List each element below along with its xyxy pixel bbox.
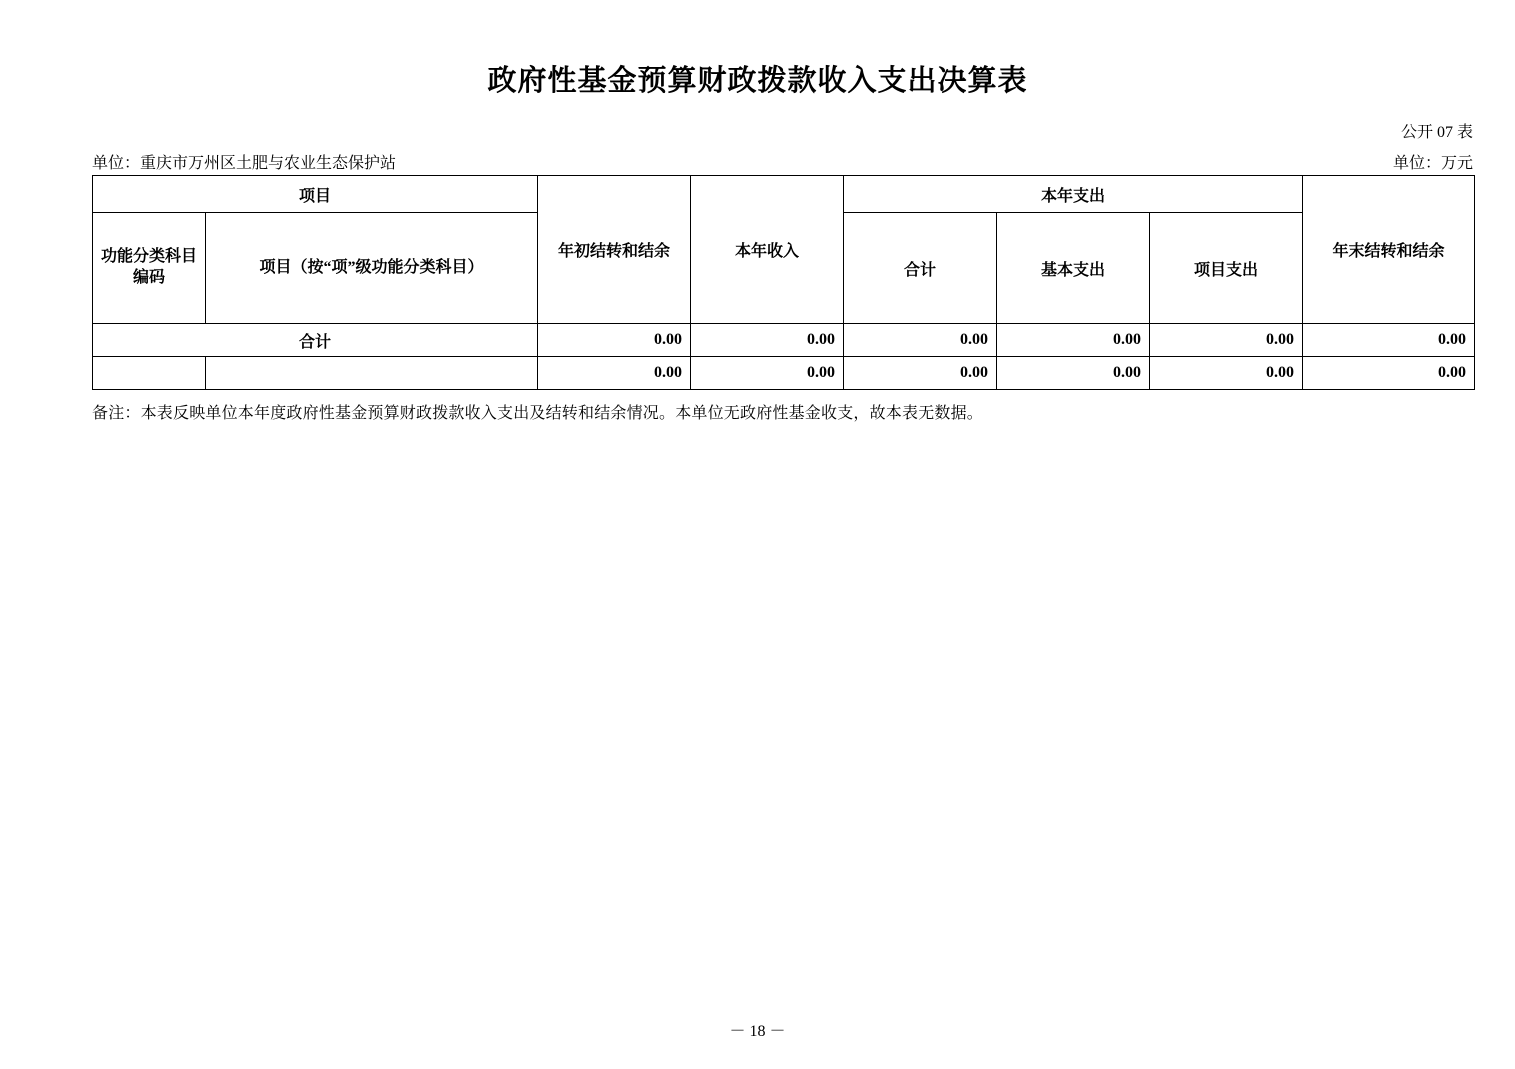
row-2-current-income: 0.00 bbox=[691, 357, 844, 390]
header-function-code bbox=[93, 213, 206, 324]
row-total-exp-total: 0.00 bbox=[844, 324, 997, 357]
header-current-income: 本年收入 bbox=[691, 176, 844, 324]
table-row bbox=[93, 357, 1475, 390]
header-exp-project: 项目支出 bbox=[1150, 213, 1303, 324]
row-2-exp-basic: 0.00 bbox=[997, 357, 1150, 390]
header-project-name: 项目（按“项”级功能分类科目） bbox=[206, 213, 538, 324]
header-begin-carryover: 年初结转和结余 bbox=[538, 176, 691, 324]
table-row bbox=[93, 324, 1475, 357]
row-2-function-code bbox=[93, 357, 206, 390]
header-project-group: 项目 bbox=[93, 176, 538, 213]
amount-unit-label: 单位：万元 bbox=[1392, 155, 1473, 172]
header-current-expenditure-group: 本年支出 bbox=[844, 176, 1303, 213]
row-2-exp-project: 0.00 bbox=[1150, 357, 1303, 390]
page-number: － 18 － bbox=[729, 1023, 786, 1040]
header-end-carryover: 年末结转和结余 bbox=[1303, 176, 1475, 324]
row-total-exp-project: 0.00 bbox=[1150, 324, 1303, 357]
row-total-current-income: 0.00 bbox=[691, 324, 844, 357]
row-2-begin-carryover: 0.00 bbox=[538, 357, 691, 390]
header-function-code-line1: 功能分类科目 bbox=[100, 248, 197, 266]
budget-table bbox=[92, 175, 1475, 390]
page-title: 政府性基金预算财政拨款收入支出决算表 bbox=[487, 65, 1028, 97]
row-2-exp-total: 0.00 bbox=[844, 357, 997, 390]
row-total-end-carryover: 0.00 bbox=[1303, 324, 1475, 357]
row-total-begin-carryover: 0.00 bbox=[538, 324, 691, 357]
form-code: 公开 07 表 bbox=[1400, 124, 1473, 141]
unit-name-label: 单位：重庆市万州区土肥与农业生态保护站 bbox=[92, 155, 397, 172]
row-2-project-name bbox=[206, 357, 538, 390]
row-total-label: 合计 bbox=[93, 324, 538, 357]
row-total-exp-basic: 0.00 bbox=[997, 324, 1150, 357]
row-2-end-carryover: 0.00 bbox=[1303, 357, 1475, 390]
header-exp-total: 合计 bbox=[844, 213, 997, 324]
table-note: 备注：本表反映单位本年度政府性基金预算财政拨款收入支出及结转和结余情况。本单位无政府性基金收支，故本表无数据。 bbox=[92, 405, 984, 422]
table-header-group-row bbox=[93, 176, 1475, 213]
header-exp-basic: 基本支出 bbox=[997, 213, 1150, 324]
header-function-code-line2: 编码 bbox=[132, 269, 165, 286]
